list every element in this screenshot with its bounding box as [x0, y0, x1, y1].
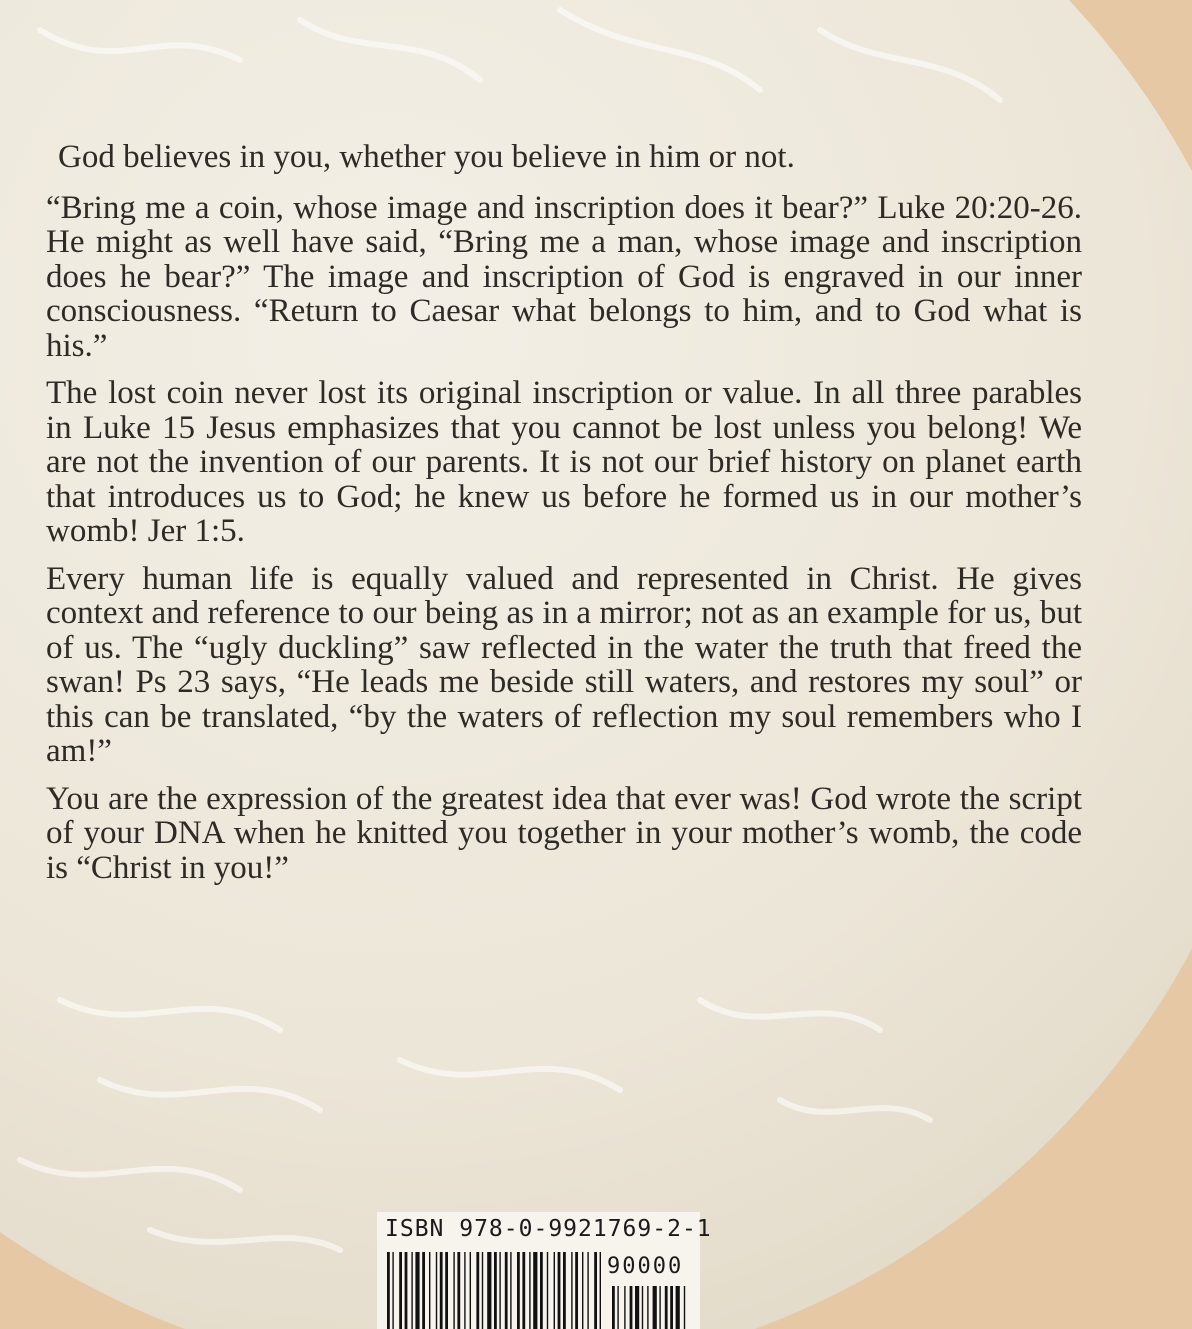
barcode-bar	[517, 1252, 520, 1329]
barcode-bar	[457, 1252, 460, 1329]
barcode-bar	[415, 1252, 419, 1329]
barcode-bar	[505, 1252, 508, 1329]
barcode-bar	[558, 1252, 561, 1329]
barcode-bar	[482, 1252, 483, 1329]
barcode-addon-bar	[684, 1286, 685, 1329]
barcode-bar	[453, 1252, 454, 1329]
barcode-bar	[575, 1252, 578, 1329]
price-code: 90000	[607, 1254, 684, 1279]
barcode-bar	[529, 1252, 530, 1329]
barcode-bar	[440, 1252, 443, 1329]
barcode-addon-bar	[665, 1286, 668, 1329]
barcode-addon-bar	[635, 1286, 639, 1329]
barcode-addon-bar	[653, 1286, 657, 1329]
paragraph-1: God believes in you, whether you believe in him or not.	[58, 139, 795, 175]
barcode-bar	[587, 1252, 588, 1329]
paragraph-5: You are the expression of the greatest idea that ever was! God wrote the script of your DNA when he knitted you together in your mother’s womb, the code is “Christ in you!”	[46, 780, 1082, 886]
barcode-bar	[600, 1252, 601, 1329]
barcode-addon-bar	[630, 1286, 633, 1329]
barcode-bar	[582, 1252, 583, 1329]
barcode-bar	[405, 1252, 408, 1329]
barcode-bar	[494, 1252, 497, 1329]
barcode-addon-bar	[617, 1286, 618, 1329]
barcode-bar	[571, 1252, 572, 1329]
paragraph-3: The lost coin never lost its original inscription or value. In all three parables in Luke 15 Jesus emphasizes that you cannot be lost unless you belong! We are not the invention of our parents. It is not our brief history on planet earth that introduces us to God; he knew us before he formed us in our mother’s womb! Jer 1:5.	[46, 375, 1082, 549]
barcode-bar	[522, 1252, 525, 1329]
barcode-bar	[445, 1252, 448, 1329]
barcode-bar	[476, 1252, 479, 1329]
barcode-bar	[554, 1252, 555, 1329]
barcode-addon-bar	[642, 1286, 643, 1329]
barcode-label	[377, 1212, 712, 1329]
barcode-bar	[547, 1252, 548, 1329]
barcode-addon-bar	[647, 1286, 648, 1329]
barcode-bar	[510, 1252, 511, 1329]
barcode-addon-bar	[624, 1286, 625, 1329]
barcode-bar	[487, 1252, 491, 1329]
barcode-addon-bar	[659, 1286, 660, 1329]
barcode-addon-bar	[612, 1286, 615, 1329]
barcode-bar	[392, 1252, 393, 1329]
barcode-addon-bar	[670, 1286, 673, 1329]
isbn-number: ISBN 978-0-9921769-2-1	[385, 1216, 712, 1242]
barcode-bar	[411, 1252, 412, 1329]
barcode-bar	[399, 1252, 402, 1329]
barcode-bar	[563, 1252, 566, 1329]
barcode-bar	[429, 1252, 430, 1329]
barcode-bar	[422, 1252, 425, 1329]
barcode-bar	[499, 1252, 500, 1329]
barcode-bar	[387, 1252, 390, 1329]
paragraph-2: “Bring me a coin, whose image and inscription does it bear?” Luke 20:20-26. He might as well have said, “Bring me a man, whose image and inscription does he bear?” The image and inscription of God is engraved in our inner consciousness. “Return to Caesar what belongs to him, and to God what is his.”	[46, 189, 1082, 364]
barcode-bar	[470, 1252, 471, 1329]
paragraph-4: Every human life is equally valued and represented in Christ. He gives context and reference to our being as in a mirror; not as an example for us, but of us. The “ugly duckling” saw reflected in the water the truth that freed the swan! Ps 23 says, “He leads me beside still waters, and restores my soul” or this can be translated, “by the waters of reflection my soul remembers who I am!”	[46, 560, 1082, 769]
barcode-bar	[464, 1252, 465, 1329]
barcode-addon-bar	[676, 1286, 680, 1329]
barcode-bar	[436, 1252, 437, 1329]
back-cover-text	[46, 140, 1082, 898]
barcode-bar	[540, 1252, 543, 1329]
barcode-bar	[533, 1252, 537, 1329]
barcode-bar	[594, 1252, 597, 1329]
